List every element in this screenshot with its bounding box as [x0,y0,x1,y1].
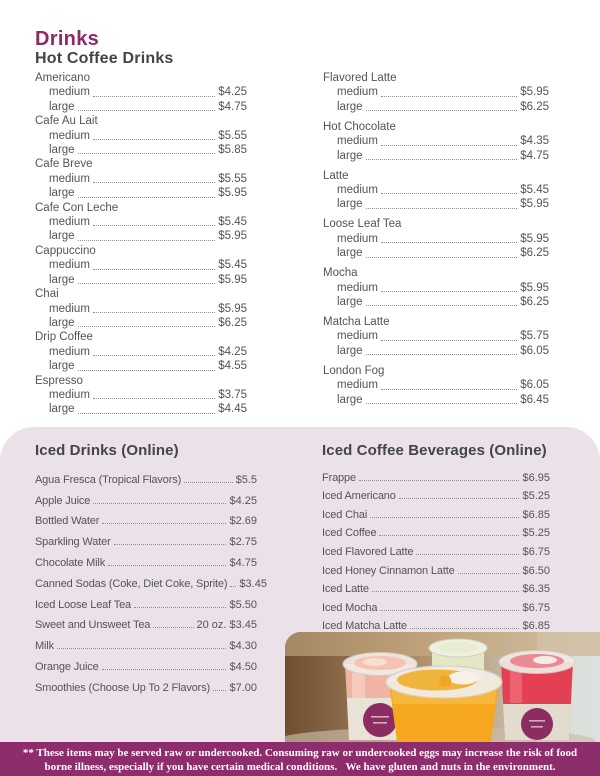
dotted-leader [78,370,216,371]
dotted-leader [57,648,227,649]
dotted-leader [93,225,215,226]
price: $5.50 [229,598,257,611]
size-row [35,345,247,359]
item-name: Iced Mocha [322,601,378,614]
dotted-leader [78,197,216,198]
size-row [323,295,549,309]
size-list [323,85,549,114]
menu-group [323,169,549,212]
dotted-leader [381,340,517,341]
size-row [323,183,549,197]
dotted-leader [93,96,215,97]
price: $5.55 [218,172,247,185]
size-label: large [337,296,363,309]
item-name: Iced Chai [322,508,368,521]
size-row [323,100,549,114]
dotted-leader [78,153,216,154]
size-row [35,388,247,402]
drink-name: Cafe Breve [35,158,93,171]
drink-name: Hot Chocolate [323,120,396,133]
item-name: Iced Latte [322,583,369,596]
size-label: large [49,230,75,243]
size-row [35,316,247,330]
size-label: medium [337,330,378,343]
drink-name: Flavored Latte [323,72,397,84]
dotted-leader [381,145,517,146]
menu-item-row [322,469,550,488]
dotted-leader [366,305,518,306]
dotted-leader [380,610,519,611]
dotted-leader [78,283,216,284]
menu-item-row [35,490,257,511]
price: $5.95 [520,281,549,294]
menu-item-row [35,594,257,615]
dotted-leader [399,498,520,499]
price: $4.55 [218,360,247,373]
price: $5.45 [218,259,247,272]
dotted-leader [102,669,227,670]
price: $5.25 [522,527,550,540]
size-label: large [49,187,75,200]
dotted-leader [102,523,226,524]
menu-group [35,114,247,157]
drink-name: Espresso [35,374,83,387]
dotted-leader [78,110,216,111]
price: $6.95 [522,471,550,484]
page-title: Drinks [35,28,100,50]
menu-group [323,315,549,358]
dotted-leader [114,544,227,545]
size-label: medium [337,184,378,197]
price: $6.05 [520,379,549,392]
size-row [323,344,549,358]
menu-item-row [35,511,257,532]
menu-item-row [35,656,257,677]
item-name: Iced Coffee [322,527,377,540]
drink-name: Cafe Au Lait [35,115,98,128]
menu-group [323,71,549,114]
dotted-leader [230,586,236,587]
drink-name: Drip Coffee [35,331,93,344]
size-row [323,197,549,211]
price: $4.30 [229,640,257,653]
size-row [35,85,247,99]
iced-drinks-column [35,442,267,698]
price: $5.95 [218,302,247,315]
size-row [323,393,549,407]
drink-name: Cafe Con Leche [35,201,119,214]
size-label: medium [49,172,90,185]
hot-coffee-section [35,71,549,417]
size-label: large [49,273,75,286]
dotted-leader [93,503,226,504]
item-name: Iced Honey Cinnamon Latte [322,564,455,577]
size-list [323,232,549,261]
size-row [323,281,549,295]
price: $6.25 [520,247,549,260]
dotted-leader [93,355,215,356]
item-name: Milk [35,640,54,653]
size-label: large [337,247,363,260]
dotted-leader [381,96,517,97]
iced-drinks-photo-illustration [285,632,600,742]
price: $2.69 [229,515,257,528]
dotted-leader [372,591,520,592]
hot-coffee-left-column [35,71,247,417]
dotted-leader [134,607,226,608]
item-name: Iced Flavored Latte [322,545,414,558]
size-row [35,229,247,243]
price: $5.95 [520,86,549,99]
price: $6.45 [520,393,549,406]
dotted-leader [213,690,226,691]
iced-drinks-list [35,469,267,698]
price: $5.95 [520,232,549,245]
size-row [35,359,247,373]
size-row [323,246,549,260]
dotted-leader [366,354,518,355]
size-label: large [49,316,75,329]
item-name: Bottled Water [35,515,100,528]
menu-group [323,364,549,407]
menu-item-row [322,581,550,600]
price: $5.95 [218,187,247,200]
dotted-leader [78,326,216,327]
price: $4.25 [218,345,247,358]
dotted-leader [381,291,517,292]
item-name: Canned Sodas (Coke, Diet Coke, Sprite) [35,577,228,590]
menu-group [323,266,549,309]
price: $7.00 [229,681,257,694]
dotted-leader [93,139,215,140]
size-list [35,85,247,114]
menu-item-row [35,552,257,573]
dotted-leader [410,628,520,629]
section-title-hot-coffee: Hot Coffee Drinks [35,50,174,67]
size-list [35,172,247,201]
price: $4.25 [229,494,257,507]
size-list [35,388,247,417]
menu-item-row [35,469,257,490]
size-row [323,85,549,99]
drink-name: London Fog [323,364,385,377]
item-name: Sparkling Water [35,536,111,549]
size-label: medium [337,232,378,245]
dotted-leader [93,398,215,399]
drink-name: Mocha [323,267,358,280]
size-label: medium [337,86,378,99]
dotted-leader [78,240,216,241]
size-list [323,183,549,212]
dotted-leader [78,413,216,414]
price: $4.35 [520,135,549,148]
menu-item-row [322,599,550,618]
menu-item-row [35,677,257,698]
size-label: medium [49,259,90,272]
size-label: medium [337,135,378,148]
item-name: Iced Loose Leaf Tea [35,598,132,611]
size-row [323,134,549,148]
size-row [35,100,247,114]
item-name: Iced Americano [322,490,396,503]
price: $6.35 [522,583,550,596]
size-list [35,215,247,244]
dotted-leader [379,535,519,536]
dotted-leader [93,182,215,183]
size-label: large [337,100,363,113]
drink-name: Americano [35,72,90,84]
size-row [323,232,549,246]
price: $6.25 [520,100,549,113]
size-row [35,129,247,143]
size-list [35,302,247,331]
size-list [323,329,549,358]
price: $6.25 [218,316,247,329]
section-title-iced-coffee: Iced Coffee Beverages (Online) [322,442,547,459]
iced-drinks-photo [285,632,600,742]
size-label: large [337,149,363,162]
size-label: large [337,393,363,406]
size-label: large [337,198,363,211]
dotted-leader [366,257,518,258]
menu-group [35,201,247,244]
menu-item-row [322,543,550,562]
price: $5.45 [520,184,549,197]
dotted-leader [153,627,193,628]
item-note: 20 oz. [196,619,227,632]
price: $5.95 [218,230,247,243]
size-list [323,378,549,407]
menu-item-row [35,615,257,636]
size-row [35,258,247,272]
menu-group [35,71,247,114]
size-list [35,345,247,374]
menu-group [35,374,247,417]
size-list [323,134,549,163]
size-label: large [49,360,75,373]
menu-item-row [322,506,550,525]
footer-line-2: borne illness, especially if you have certain medical conditions. We have gluten and nuts in the environment. [44,761,556,773]
dotted-leader [370,517,519,518]
price: $6.85 [522,508,550,521]
drink-name: Matcha Latte [323,316,390,329]
menu-item-row [322,562,550,581]
dotted-leader [366,208,518,209]
item-name: Agua Fresca (Tropical Flavors) [35,473,182,486]
dotted-leader [366,159,518,160]
price: $3.45 [229,619,257,632]
item-name: Frappe [322,471,356,484]
menu-group [323,217,549,260]
section-title-iced-drinks: Iced Drinks (Online) [35,442,179,459]
price: $3.75 [218,388,247,401]
dotted-leader [93,312,215,313]
item-name: Smoothies (Choose Up To 2 Flavors) [35,681,211,694]
drink-name: Chai [35,288,59,301]
price: $4.50 [229,660,257,673]
price: $3.45 [239,577,267,590]
price: $6.05 [520,344,549,357]
hot-coffee-right-column [323,71,549,417]
menu-group [323,120,549,163]
footer-disclaimer [0,742,600,776]
price: $4.75 [229,556,257,569]
price: $4.25 [218,86,247,99]
size-label: medium [337,281,378,294]
item-name: Sweet and Unsweet Tea [35,619,151,632]
menu-group [35,330,247,373]
price: $6.75 [522,601,550,614]
menu-item-row [35,635,257,656]
menu-item-row [322,488,550,507]
size-label: medium [49,129,90,142]
drink-name: Loose Leaf Tea [323,218,402,231]
dotted-leader [416,554,519,555]
dotted-leader [184,482,232,483]
dotted-leader [381,193,517,194]
size-row [35,302,247,316]
size-row [35,215,247,229]
drink-name: Latte [323,169,349,182]
price: $6.85 [522,620,550,633]
size-row [323,149,549,163]
price: $5.75 [520,330,549,343]
dotted-leader [359,480,520,481]
size-row [323,329,549,343]
price: $5.5 [235,473,257,486]
size-label: medium [337,379,378,392]
menu-group [35,244,247,287]
size-list [35,258,247,287]
price: $6.50 [522,564,550,577]
dotted-leader [93,269,215,270]
dotted-leader [381,389,517,390]
price: $4.75 [218,100,247,113]
size-label: medium [49,302,90,315]
size-row [35,186,247,200]
size-row [35,172,247,186]
item-name: Iced Matcha Latte [322,620,407,633]
price: $5.95 [218,273,247,286]
price: $6.25 [520,296,549,309]
price: $4.45 [218,403,247,416]
size-row [35,273,247,287]
price: $5.95 [520,198,549,211]
size-row [35,402,247,416]
dotted-leader [381,242,517,243]
price: $2.75 [229,536,257,549]
price: $5.45 [218,216,247,229]
price: $6.75 [522,545,550,558]
item-name: Chocolate Milk [35,556,106,569]
price: $5.55 [218,129,247,142]
dotted-leader [366,110,518,111]
size-row [35,143,247,157]
size-label: medium [49,86,90,99]
dotted-leader [458,573,520,574]
size-label: large [49,100,75,113]
menu-item-row [35,531,257,552]
menu-group [35,287,247,330]
price: $5.85 [218,144,247,157]
item-name: Orange Juice [35,660,99,673]
size-label: large [49,144,75,157]
drink-name: Cappuccino [35,244,96,257]
size-label: medium [49,216,90,229]
menu-item-row [322,525,550,544]
size-list [323,281,549,310]
iced-coffee-list [322,469,550,636]
size-label: medium [49,345,90,358]
menu-item-row [35,573,267,594]
price: $5.25 [522,490,550,503]
dotted-leader [108,565,226,566]
menu-group [35,157,247,200]
footer-line-1: ** These items may be served raw or undercooked. Consuming raw or undercooked eggs may increase the risk of food [22,746,578,759]
size-label: large [49,403,75,416]
size-label: large [337,344,363,357]
size-label: medium [49,388,90,401]
size-list [35,129,247,158]
dotted-leader [366,403,518,404]
item-name: Apple Juice [35,494,91,507]
size-row [323,378,549,392]
price: $4.75 [520,149,549,162]
